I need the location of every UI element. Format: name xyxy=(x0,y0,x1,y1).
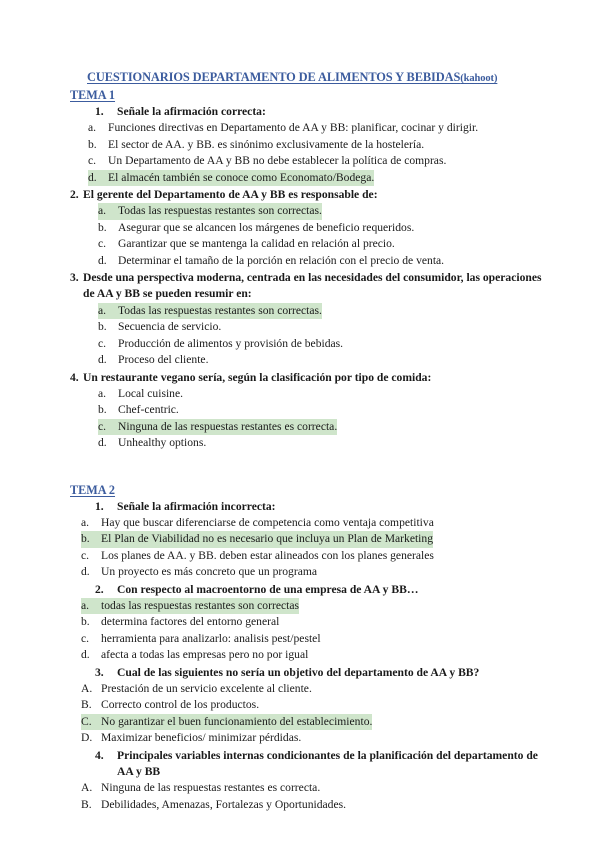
answer-option-text: herramienta para analizarlo: analisis pest/pestel xyxy=(101,631,321,645)
answer-option-letter: c. xyxy=(98,419,118,435)
question-number: 4. xyxy=(95,748,104,762)
answer-option-letter: b. xyxy=(88,137,97,151)
question-text: Cual de las siguientes no sería un objetivo del departamento de AA y BB? xyxy=(117,665,480,679)
answer-option[interactable] xyxy=(70,386,548,402)
answer-option-text: Los planes de AA. y BB. deben estar alineados con los planes generales xyxy=(101,548,434,562)
answer-option-text: Debilidades, Amenazas, Fortalezas y Oportunidades. xyxy=(101,797,347,811)
answer-option-text: Correcto control de los productos. xyxy=(101,698,260,712)
answer-option[interactable] xyxy=(70,614,548,630)
question xyxy=(70,270,548,303)
document-title-suffix: (kahoot) xyxy=(460,73,498,84)
answer-option-letter: a. xyxy=(98,303,118,319)
answer-option[interactable] xyxy=(70,319,548,335)
question-text: Señale la afirmación correcta: xyxy=(117,105,266,118)
question-number: 1. xyxy=(95,105,104,118)
question-text: El gerente del Departamento de AA y BB es responsable de: xyxy=(83,188,378,202)
answer-option-text: todas las respuestas restantes son correctas xyxy=(101,598,299,614)
answer-option-text: afecta a todas las empresas pero no por igual xyxy=(101,648,309,662)
answer-option-letter: d. xyxy=(98,253,107,267)
answer-option[interactable] xyxy=(70,780,548,796)
question xyxy=(70,748,548,781)
question-text: Señale la afirmación incorrecta: xyxy=(117,499,276,513)
answer-option-letter: b. xyxy=(98,403,107,417)
answer-option-text: Un proyecto es más concreto que un programa xyxy=(101,565,318,579)
answer-option-text: Garantizar que se mantenga la calidad en relación al precio. xyxy=(118,237,395,251)
question-text: Un restaurante vegano sería, según la clasificación por tipo de comida: xyxy=(83,370,432,384)
answer-option-letter: C. xyxy=(81,714,101,730)
answer-option-letter: A. xyxy=(81,781,93,795)
answer-option[interactable] xyxy=(70,515,548,531)
answer-option[interactable] xyxy=(70,153,548,169)
answer-option-text: El Plan de Viabilidad no es necesario que incluya un Plan de Marketing xyxy=(101,531,433,547)
answer-option-letter: b. xyxy=(81,615,90,629)
answer-option-letter: B. xyxy=(81,698,92,712)
answer-option[interactable] xyxy=(70,435,548,451)
answer-option[interactable] xyxy=(70,352,548,368)
answer-option-text: Funciones directivas en Departamento de AA y BB: planificar, cocinar y dirigir. xyxy=(108,121,479,135)
answer-option-letter: c. xyxy=(81,631,90,645)
answer-option-letter: d. xyxy=(81,648,90,662)
answer-option-text: El almacén también se conoce como Economato/Bodega. xyxy=(108,170,374,186)
question-number: 3. xyxy=(70,271,79,285)
answer-option-letter: A. xyxy=(81,682,93,695)
answer-option-text: Secuencia de servicio. xyxy=(118,320,222,334)
answer-option[interactable] xyxy=(70,220,548,236)
answer-option-text: Ninguna de las respuestas restantes es correcta. xyxy=(118,419,337,435)
question-text: Con respecto al macroentorno de una empresa de AA y BB… xyxy=(117,582,419,596)
answer-option-text: Asegurar que se alcancen los márgenes de beneficio requeridos. xyxy=(118,220,415,234)
answer-option[interactable] xyxy=(70,730,548,746)
question xyxy=(70,370,548,386)
question-number: 3. xyxy=(95,665,104,679)
answer-option-letter: a. xyxy=(88,121,97,135)
answer-option-text: Chef-centric. xyxy=(118,403,179,417)
answer-option-highlighted[interactable] xyxy=(70,714,548,730)
answer-option-text: Maximizar beneficios/ minimizar pérdidas. xyxy=(101,731,302,745)
answer-option-letter: d. xyxy=(81,565,90,579)
question xyxy=(70,187,548,203)
question-number: 2. xyxy=(70,188,79,202)
answer-option-highlighted[interactable] xyxy=(70,531,548,547)
answer-option[interactable] xyxy=(70,797,548,813)
answer-option-letter: c. xyxy=(81,548,90,562)
question-text: Principales variables internas condicionantes de la planificación del departamento de AA y BB xyxy=(117,748,538,779)
question xyxy=(70,582,548,598)
answer-option[interactable] xyxy=(70,336,548,352)
question xyxy=(70,665,548,681)
answer-option-letter: c. xyxy=(98,237,107,251)
answer-option[interactable] xyxy=(70,236,548,252)
document-title-main: CUESTIONARIOS DEPARTAMENTO DE ALIMENTOS Y BEBIDAS xyxy=(87,70,461,84)
document-title xyxy=(87,70,548,86)
answer-option[interactable] xyxy=(70,120,548,136)
answer-option-text: Hay que buscar diferenciarse de competencia como ventaja competitiva xyxy=(101,515,434,529)
answer-option[interactable] xyxy=(70,647,548,663)
answer-option-letter: a. xyxy=(98,203,118,219)
answer-option[interactable] xyxy=(70,631,548,647)
question-number: 4. xyxy=(70,370,79,384)
answer-option-text: Todas las respuestas restantes son correctas. xyxy=(118,303,322,319)
answer-option[interactable] xyxy=(70,137,548,153)
section-heading: TEMA 2 xyxy=(70,482,116,497)
answer-option-letter: c. xyxy=(88,154,97,168)
answer-option-text: Determinar el tamaño de la porción en relación con el precio de venta. xyxy=(118,253,445,267)
answer-option-highlighted[interactable] xyxy=(70,203,548,219)
section-heading: TEMA 1 xyxy=(70,88,116,102)
question-number: 2. xyxy=(95,582,104,596)
answer-option[interactable] xyxy=(70,681,548,697)
answer-option-letter: a. xyxy=(98,386,107,400)
answer-option-letter: d. xyxy=(98,436,107,450)
answer-option-letter: d. xyxy=(98,353,107,367)
answer-option-letter: b. xyxy=(98,320,107,334)
answer-option[interactable] xyxy=(70,548,548,564)
answer-option-text: Prestación de un servicio excelente al cliente. xyxy=(101,682,312,695)
answer-option-letter: b. xyxy=(98,220,107,234)
answer-option[interactable] xyxy=(70,402,548,418)
answer-option-letter: c. xyxy=(98,336,107,350)
answer-option-highlighted[interactable] xyxy=(70,419,548,435)
answer-option-highlighted[interactable] xyxy=(70,598,548,614)
answer-option-letter: B. xyxy=(81,797,92,811)
answer-option-text: Proceso del cliente. xyxy=(118,353,209,367)
answer-option-text: Producción de alimentos y provisión de bebidas. xyxy=(118,336,344,350)
answer-option[interactable] xyxy=(70,253,548,269)
answer-option[interactable] xyxy=(70,697,548,713)
sections-container xyxy=(70,87,548,813)
question xyxy=(70,499,548,515)
answer-option-letter: b. xyxy=(81,531,101,547)
answer-option-text: El sector de AA. y BB. es sinónimo exclusivamente de la hostelería. xyxy=(108,137,425,151)
answer-option-text: Un Departamento de AA y BB no debe establecer la política de compras. xyxy=(108,154,447,168)
answer-option-letter: a. xyxy=(81,515,90,529)
answer-option-letter: D. xyxy=(81,731,93,745)
answer-option-highlighted[interactable] xyxy=(70,303,548,319)
answer-option-highlighted[interactable] xyxy=(70,170,548,186)
answer-option-text: Local cuisine. xyxy=(118,386,184,400)
answer-option-text: determina factores del entorno general xyxy=(101,615,280,629)
answer-option[interactable] xyxy=(70,564,548,580)
answer-option-text: Todas las respuestas restantes son correctas. xyxy=(118,203,322,219)
question-text: Desde una perspectiva moderna, centrada en las necesidades del consumidor, las operaciones de AA y BB se pueden resumir en: xyxy=(83,271,542,301)
answer-option-text: No garantizar el buen funcionamiento del establecimiento. xyxy=(101,714,372,730)
answer-option-letter: d. xyxy=(88,170,108,186)
answer-option-letter: a. xyxy=(81,598,101,614)
answer-option-text: Ninguna de las respuestas restantes es correcta. xyxy=(101,781,321,795)
question-number: 1. xyxy=(95,499,104,513)
answer-option-text: Unhealthy options. xyxy=(118,436,207,450)
question xyxy=(70,104,548,120)
